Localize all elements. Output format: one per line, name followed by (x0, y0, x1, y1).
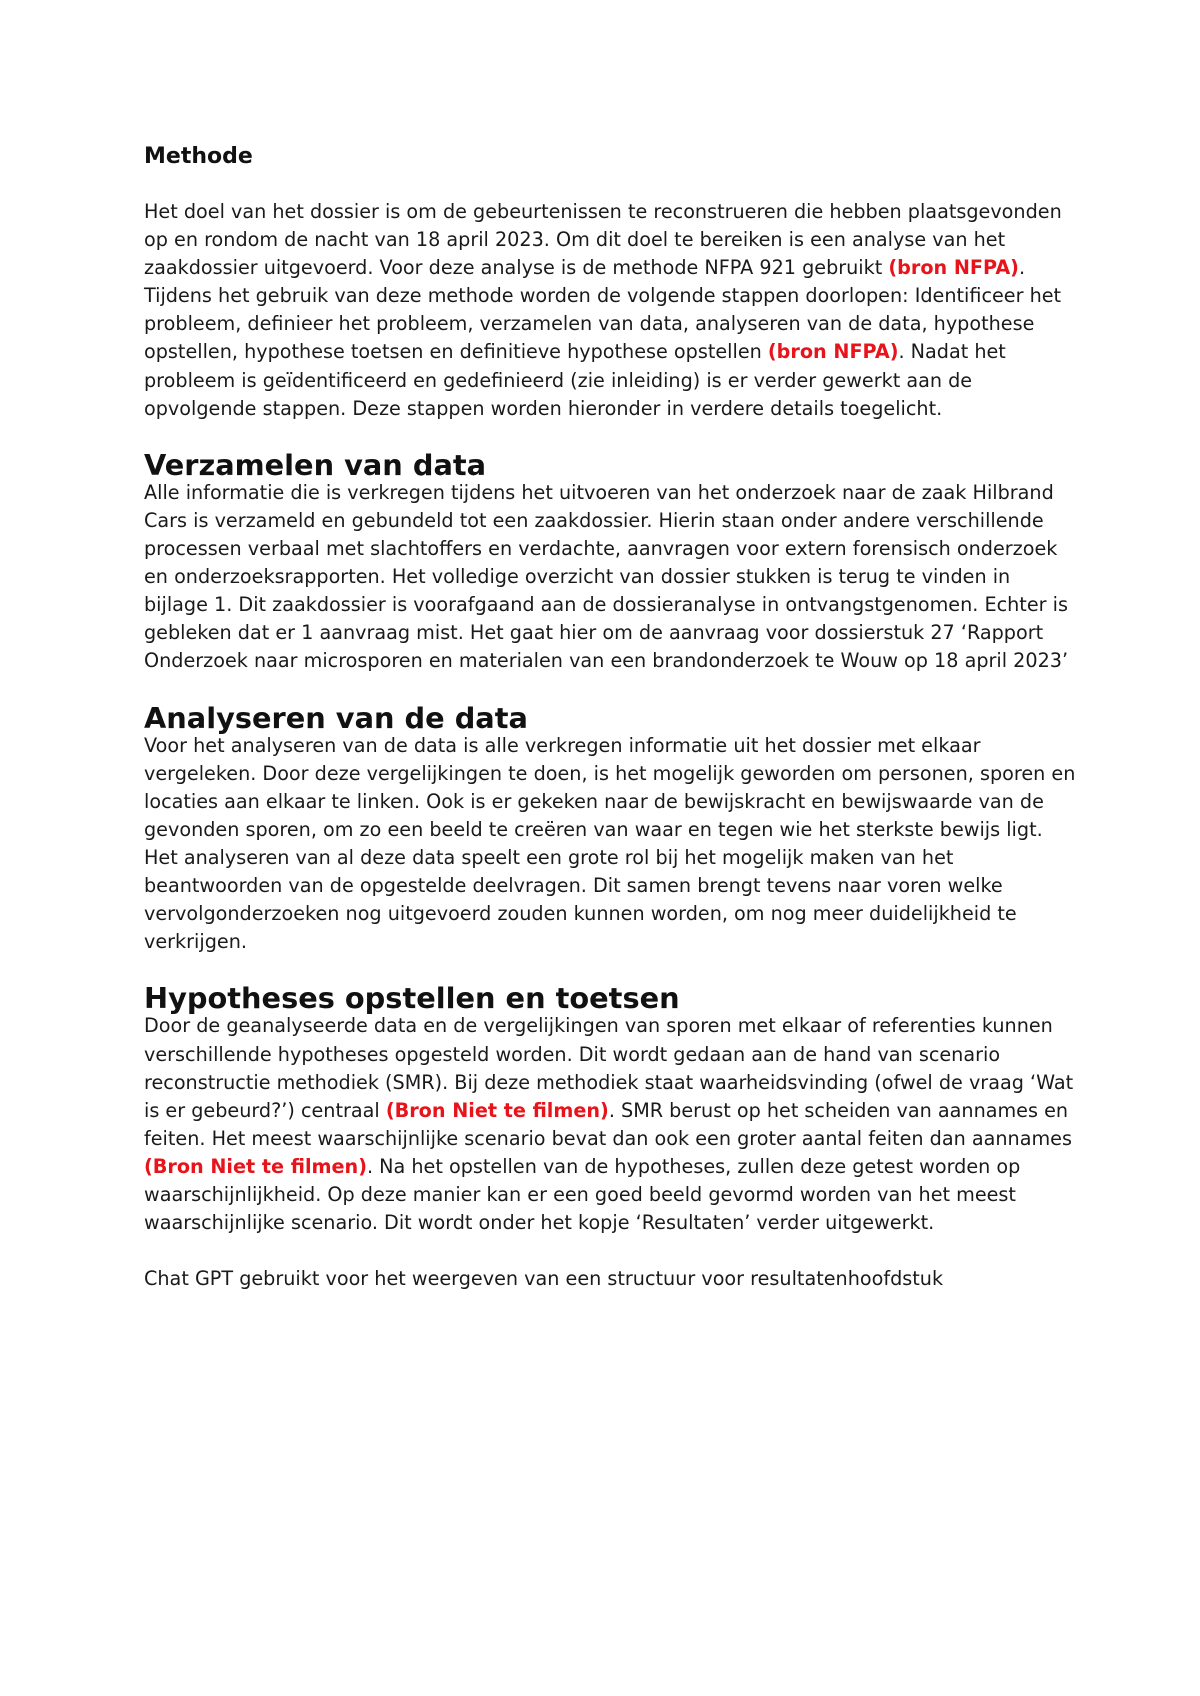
section-paragraph-analyseren: Voor het analyseren van de data is alle verkregen informatie uit het dossier met elkaar vergeleken. Door deze vergelijkingen te doen, is het mogelijk geworden om personen, sporen en locaties aan elkaar te linken. Ook is er gekeken naar de bewijskracht en bewijswaarde van de gevonden sporen, om zo een beeld te creëren van waar en tegen wie het sterkste bewijs ligt. Het analyseren van al deze data speelt een grote rol bij het mogelijk maken van het beantwoorden van de opgestelde deelvragen. Dit samen brengt tevens naar voren welke vervolgonderzoeken nog uitgevoerd zouden kunnen worden, om nog meer duidelijkheid te verkrijgen. (144, 733, 1076, 954)
spacer (144, 1237, 1079, 1265)
intro-text-3: . Nadat het probleem is geïdentificeerd en gedefinieerd (zie inleiding) is er verder gewerkt aan de opvolgende stappen. Deze stappen worden hieronder in verdere details toegelicht. (144, 340, 1006, 420)
reference-citation: (bron NFPA) (767, 340, 899, 364)
reference-citation: (Bron Niet te filmen) (144, 1154, 367, 1178)
hypotheses-text-3: . Na het opstellen van de hypotheses, zullen deze getest worden op waarschijnlijkheid. Op deze manier kan er een goed beeld gevormd worden van het meest waarschijnlijke scenario. Dit wordt onder het kopje ‘Resultaten’ verder uitgewerkt. (144, 1154, 1021, 1235)
section-heading-verzamelen: Verzamelen van data (144, 447, 487, 482)
hypotheses-text-1: Door de geanalyseerde data en de vergelijkingen van sporen met elkaar of referenties kunnen verschillende hypotheses opgesteld worden. Dit wordt gedaan aan de hand van scenario reconstructie methodiek (SMR). Bij deze methodiek staat waarheidsvinding (ofwel de vraag ‘Wat is er gebeurd?’) centraal (144, 1014, 1074, 1122)
hypotheses-text-2: . SMR berust op het scheiden van aannames en feiten. Het meest waarschijnlijke scenario bevat dan ook een groter aantal feiten dan aannames (144, 1098, 1072, 1150)
closing-note: Chat GPT gebruikt voor het weergeven van een structuur voor resultatenhoofdstuk (144, 1267, 944, 1291)
spacer (144, 423, 1079, 451)
intro-text-2: . Tijdens het gebruik van deze methode worden de volgende stappen doorlopen: Identificeer het probleem, definieer het probleem, verzamelen van data, analyseren van de data, hypothese opstellen, hypothese toetsen en definitieve hypothese opstellen (144, 256, 1062, 364)
section-heading-analyseren: Analyseren van de data (144, 700, 528, 735)
spacer (144, 956, 1079, 984)
section-paragraph-hypotheses (144, 1012, 1079, 1237)
intro-text-1: Het doel van het dossier is om de gebeurtenissen te reconstrueren die hebben plaatsgevonden op en rondom de nacht van 18 april 2023. Om dit doel te bereiken is een analyse van het zaakdossier uitgevoerd. Voor deze analyse is de methode NFPA 921 gebruikt (144, 200, 1062, 280)
reference-citation: (Bron Niet te filmen) (385, 1098, 609, 1122)
section-paragraph-verzamelen: Alle informatie die is verkregen tijdens het uitvoeren van het onderzoek naar de zaak Hilbrand Cars is verzameld en gebundeld tot een zaakdossier. Hierin staan onder andere verschillende processen verbaal met slachtoffers en verdachte, aanvragen voor extern forensisch onderzoek en onderzoeksrapporten. Het volledige overzicht van dossier stukken is terug te vinden in bijlage 1. Dit zaakdossier is voorafgaand aan de dossieranalyse in ontvangstgenomen. Echter is gebleken dat er 1 aanvraag mist. Het gaat hier om de aanvraag voor dossierstuk 27 ‘Rapport Onderzoek naar microsporen en materialen van een brandonderzoek te Wouw op 18 april 2023’ (144, 480, 1069, 673)
spacer (144, 676, 1079, 704)
document-body (144, 142, 1079, 1293)
intro-paragraph (144, 198, 1079, 423)
section-heading-hypotheses: Hypotheses opstellen en toetsen (144, 981, 680, 1016)
page-title: Methode (144, 144, 253, 169)
reference-citation: (bron NFPA) (888, 256, 1019, 280)
